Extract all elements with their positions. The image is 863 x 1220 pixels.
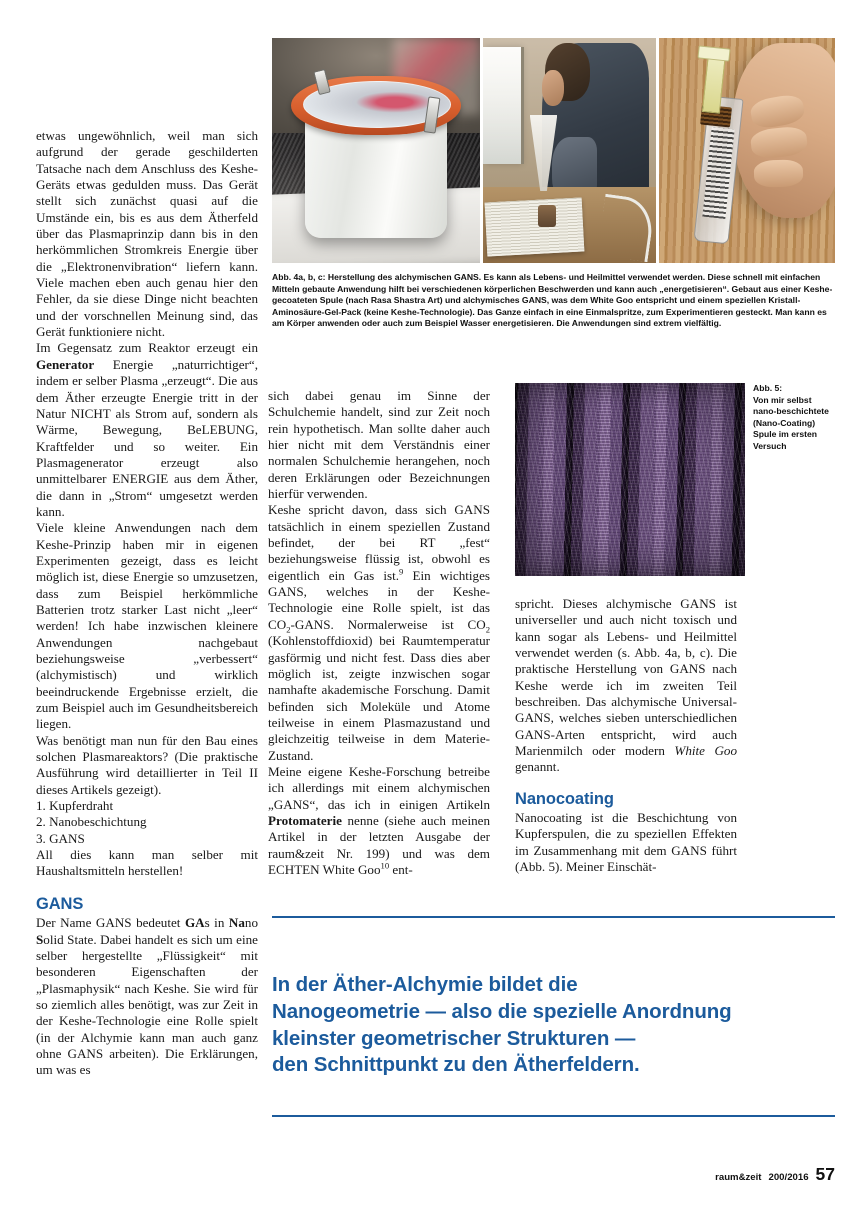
figure-5-caption-line: Spule im ersten [753, 429, 817, 439]
image-vignette [515, 383, 745, 576]
person-face [542, 70, 564, 106]
figure-5-caption [753, 383, 845, 452]
text-run: Der Name GANS bedeutet [36, 915, 185, 931]
paragraph [36, 915, 258, 1078]
pullquote-line: kleinster geometrischer Strukturen — [272, 1026, 636, 1050]
inline-italic: White Goo [674, 743, 737, 759]
finger [754, 159, 804, 188]
figure-4-caption-label: Abb. 4a, b, c: [272, 272, 326, 282]
pullquote-text [272, 918, 835, 1115]
paragraph: Keshe spricht davon, dass sich GANS tatsächlich in einem speziellen Zustand befindet, der bei RT „fest“ beziehungsweise flüssig ist, obwohl es eigentlich ein Gas ist.$^9$ Ein wichtiges GANS, welches in der Keshe-Technologie eine Rolle spielt, ist das $CO_2$-GANS. Normalerweise ist $CO_2$ (Kohlenstoffdioxid) bei Raumtemperatur gasförmig und nicht fest. Dass dies aber möglich ist, zeigte inzwischen sogar namhafte akademische Forschung. Damit befinden sich Moleküle und Atome teilweise in einem Plasmazustand und gleichzeitig teilweise in dem Materie-Zustand. [268, 502, 490, 763]
pullquote-line: Nanogeometrie — also die spezielle Anordnung [272, 999, 732, 1023]
figure-5-caption-line: (Nano-Coating) [753, 417, 816, 428]
magazine-name: raum&zeit [715, 1172, 762, 1183]
section-heading-nanocoating: Nanocoating [515, 789, 614, 808]
section-heading-gans: GANS [36, 894, 84, 913]
inline-bold: GA [184, 915, 205, 931]
text-column-3 [515, 596, 737, 876]
gans-section [36, 896, 258, 1079]
text-run: no [244, 915, 258, 931]
pullquote-block [272, 916, 835, 1117]
figure-4-caption [272, 272, 835, 330]
issue-number: 200/2016 [768, 1172, 809, 1183]
pullquote-rule-bottom [272, 1115, 835, 1117]
paragraph: All dies kann man selber mit Haushaltsmitteln herstellen! [36, 847, 258, 879]
inline-bold: Protomaterie [268, 812, 342, 828]
window-frame [483, 47, 524, 164]
nanocoating-section [515, 791, 737, 876]
text-run: olid State. Dabei handelt es sich um eine selber hergestellte „Flüssigkeit“ mit besonderen Eigenschaften der „Plasmaphysik“ nach Keshe. Sie wird für so ziemlich alles benötigt, was zur Zeit in der Keshe-Technologie eine Rolle spielt (in der Alchymie kann man auch ganz ohne GANS arbeiten). Die Erklärungen, um was es [36, 931, 258, 1078]
list-item: 1. Kupferdraht [36, 798, 114, 814]
list-item: 2. Nanobeschichtung [36, 814, 147, 830]
footnote-marker: 10 [380, 860, 390, 871]
footnote-marker: 9 [399, 566, 404, 577]
figure-5-caption-line: Versuch [753, 440, 787, 451]
hand-holding-syringe-photo [659, 38, 835, 263]
text-run: genannt. [515, 759, 560, 775]
paragraph: Im Gegensatz zum Reaktor erzeugt ein Generator Energie „naturrichtiger“, indem er selber Plasma „erzeugt“. Die aus dem Äther erzeugte Energie tritt in der Natur NICHT als Strom auf, sondern als Wärme, Bewegung, BeLEBUNG, Kraftfelder und so weiter. Ein Plasmagenerator erzeugt also unmittelbarer ENERGIE aus dem Äther, die dann in „Strom“ umgesetzt werden kann. [36, 340, 258, 519]
container-cup [538, 205, 555, 228]
figure-4-photo-strip [272, 38, 835, 263]
text-run: spricht. Dieses alchymische GANS ist universeller und auch nicht toxisch und kann sogar als Lebens- und Heilmittel verwendet werden (s. Abb. 4a, b, c). Die praktische Herstellung von GANS nach Keshe werde ich im zweiten Teil beschreiben. Das alchymische Universal-GANS, welches sieben unterschiedlichen GANS-Arten entspricht, wird auch Marienmilch oder modern [515, 596, 737, 759]
paragraph: Nanocoating ist die Beschichtung von Kupferspulen, die zu speziellen Effekten im Zusammenhang mit dem GANS führt (Abb. 5). Meiner Einschät- [515, 810, 737, 875]
paragraph [515, 596, 737, 776]
text-run: s in [204, 915, 229, 931]
inline-bold: S [36, 931, 44, 947]
inline-bold: Generator [36, 356, 95, 372]
newspaper-sheets [485, 198, 585, 257]
paragraph: Viele kleine Anwendungen nach dem Keshe-Prinzip haben mir in eigenen Experimenten gezeigt, dass es leicht möglich ist, diese Energie so umzusetzen, dass zum Beispiel herkömmliche Batterien trotz starker Last nicht „leer“ werden! Ich habe inzwischen kleinere Anwendungen nachgebaut beziehungsweise „verbessert“ (alchymistisch) und wirklich beeindruckende Ergebnisse erzielt, die zum Beispiel auch im Gesundheitsbereich liegen. [36, 520, 258, 732]
paragraph: sich dabei genau im Sinne der Schulchemie handelt, sind zur Zeit noch rein hypothetisch. Man sollte daher auch hier nicht mit dem Verständnis einer normalen Schulchemie herangehen, noch deren Erklärungen oder Bezeichnungen hierfür verwenden. [268, 388, 490, 502]
page-number: 57 [815, 1164, 835, 1184]
nano-coated-copper-coil-closeup [515, 383, 745, 576]
figure-5-caption-line: Abb. 5: [753, 383, 783, 393]
text-column-1 [36, 128, 258, 1079]
person-preparing-gans-at-table-photo [483, 38, 656, 263]
page-footer [36, 1164, 835, 1185]
text-column-2 [268, 388, 490, 878]
subscript: 2 [286, 624, 291, 635]
figure-4-caption-text: Herstellung des alchymischen GANS. Es kann als Lebens- und Heilmittel verwendet werden. Diese schnell mit einfachen Mitteln gebaute Anwendung hilft bei verschiedenen körperlichen Beschwerden und kann auch „energetisieren“. Gebaut aus einer Keshe-gecoateten Spule (nach Rasa Shastra Art) und alchymisches GANS, was dem White Goo entspricht und einem speziellen Kristall-Aminosäure-Gel-Pack (keine Keshe-Technologie). Das Ganze einfach in eine Einmalspritze, zum Experimentieren gesteckt. Man kann es am Körper anwenden oder auch zum Beispiel Wasser energetisieren. Die Anwendungen sind extrem vielfältig. [272, 272, 833, 328]
syringe-plunger-top [697, 45, 730, 62]
paragraph: Was benötigt man nun für den Bau eines solchen Plasmareaktors? (Die praktische Ausführung wird detaillierter in Teil II dieses Artikels gezeigt). [36, 732, 258, 797]
figure-5-caption-line: nano-beschichtete [753, 406, 829, 416]
paragraph: etwas ungewöhnlich, weil man sich aufgrund der gerade geschilderten Tatsache nach dem Anschluss des Keshe-Geräts etwas gedulden muss. Das Gerät stellt sich zunächst quasi auf die Umstände ein, bis es aus dem Ätherfeld über das Plasmaprinzip dann bis in den herkömmlichen Stromkreis Energie über die „Elektronenvibration“ liefern kann. Viele machen eben auch genau hier den Fehler, da sie diese Dinge nicht beachten und der vorschnellen Meinung sind, das Gerät funktioniere nicht. [36, 128, 258, 340]
figure-5-caption-line: Von mir selbst [753, 394, 812, 405]
pullquote-line: In der Äther-Alchymie bildet die [272, 973, 578, 996]
subscript: 2 [485, 624, 490, 635]
jar-with-orange-clamp-lid-photo [272, 38, 480, 263]
inline-bold: Na [228, 915, 245, 931]
pullquote-line: den Schnittpunkt zu den Ätherfeldern. [272, 1053, 640, 1077]
list-item: 3. GANS [36, 830, 85, 846]
paragraph: Meine eigene Keshe-Forschung betreibe ich allerdings mit einem alchymischen „GANS“, das ich in einigen Artikeln Protomaterie nenne (siehe auch meinen Artikel in der letzten Ausgabe der raum&zeit Nr. 199) und was dem ECHTEN White Goo$^{10}$ ent- [268, 763, 490, 877]
